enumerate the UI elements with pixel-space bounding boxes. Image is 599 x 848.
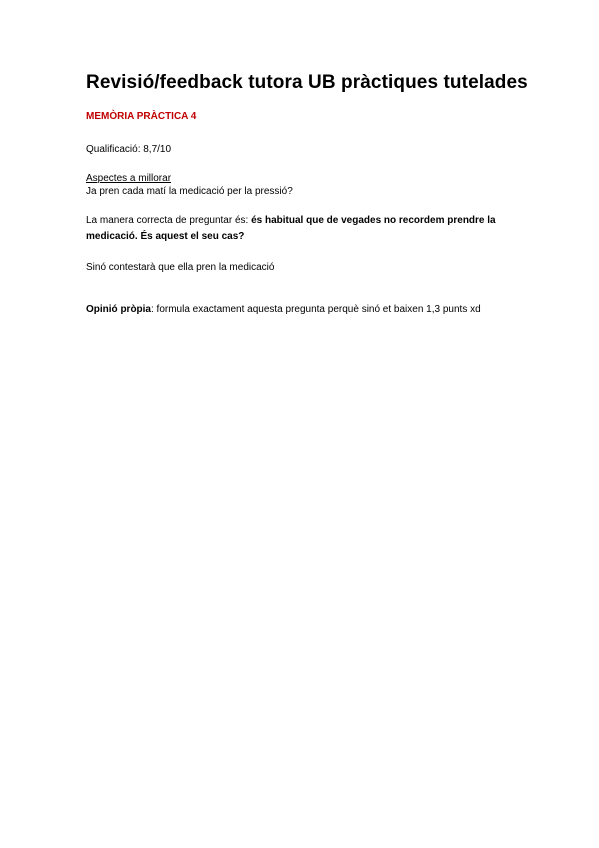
correct-intro: La manera correcta de preguntar és: — [86, 215, 252, 226]
correct-question-paragraph — [86, 213, 522, 245]
document-title: Revisió/feedback tutora UB pràctiques tutelades — [86, 72, 528, 93]
section-heading: MEMÒRIA PRÀCTICA 4 — [86, 111, 197, 122]
otherwise-text: Sinó contestarà que ella pren la medicació — [86, 262, 275, 273]
question-text: Ja pren cada matí la medicació per la pressió? — [86, 186, 293, 197]
opinion-text: : formula exactament aquesta pregunta perquè sinó et baixen 1,3 punts xd — [151, 304, 481, 315]
opinion-label: Opinió pròpia — [86, 304, 151, 315]
improve-heading: Aspectes a millorar — [86, 173, 172, 184]
opinion-paragraph — [86, 302, 522, 318]
correct-question-bold: és habitual que de vegades no recordem prendre la medicació. És aquest el seu cas? — [86, 215, 496, 242]
grade-line: Qualificació: 8,7/10 — [86, 144, 172, 155]
